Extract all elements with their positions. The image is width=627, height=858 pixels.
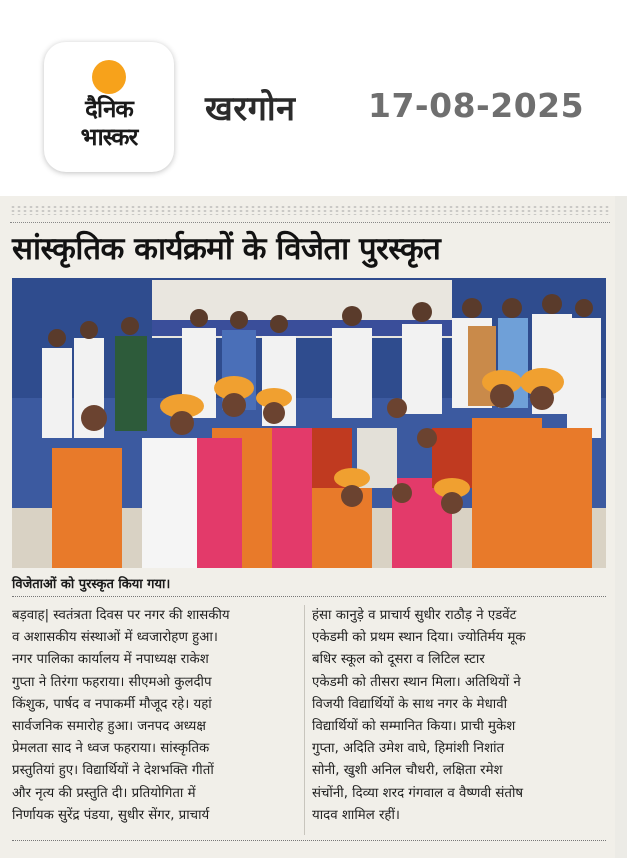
- col2-line: विजयी विद्यार्थियों के साथ नगर के मेधावी: [312, 696, 508, 712]
- col2-line: संचोंनी, दिव्या शरद गंगवाल व वैष्णवी संतोष: [312, 785, 524, 801]
- col2-line: बधिर स्कूल को दूसरा व लिटिल स्टार: [312, 652, 485, 668]
- col1-line: प्रस्तुतियां हुए। विद्यार्थियों ने देशभक्ति गीतों: [12, 763, 214, 779]
- edition-name: खरगोन: [205, 89, 296, 129]
- column-separator: [304, 605, 305, 835]
- col2-line: सोनी, खुशी अनिल चौधरी, लक्षिता रमेश: [312, 763, 503, 779]
- col1-line: गुप्ता ने तिरंगा फहराया। सीएमओ कुलदीप: [12, 674, 212, 690]
- col2-line: गुप्ता, अदिति उमेश वाघे, हिमांशी निशांत: [312, 741, 505, 757]
- col2-line: यादव शामिल रहीं।: [312, 807, 400, 823]
- top-divider: [10, 222, 610, 223]
- col1-line: बड़वाह| स्वतंत्रता दिवस पर नगर की शासकीय: [12, 608, 230, 623]
- group-photo-illustration: [12, 278, 606, 568]
- article-headline: सांस्कृतिक कार्यक्रमों के विजेता पुरस्कृत: [12, 231, 441, 267]
- col1-line: किंशुक, पार्षद व नपाकर्मी मौजूद रहे। यहां: [12, 696, 212, 712]
- logo-text-line1: दैनिक: [85, 95, 133, 123]
- bottom-divider: [12, 840, 606, 841]
- print-texture: [10, 205, 610, 215]
- photo-caption: विजेताओं को पुरस्कृत किया गया।: [12, 577, 171, 592]
- article-column-2: [312, 605, 602, 827]
- col1-line: सार्वजनिक समारोह हुआ। जनपद अध्यक्ष: [12, 719, 206, 735]
- col2-line: एकेडमी को प्रथम स्थान दिया। ज्योतिर्मय मूक: [312, 630, 526, 646]
- col1-line: नगर पालिका कार्यालय में नपाध्यक्ष राकेश: [12, 652, 209, 668]
- col1-line: व अशासकीय संस्थाओं में ध्वजारोहण हुआ।: [12, 630, 218, 646]
- edition-date: 17-08-2025: [368, 86, 585, 125]
- article-column-1: [12, 605, 302, 827]
- logo-text-line2: भास्कर: [80, 123, 138, 151]
- article-photo[interactable]: [12, 278, 606, 568]
- dainik-bhaskar-logo[interactable]: [44, 42, 174, 172]
- logo-sun-icon: [92, 60, 126, 94]
- clipping-edge: [615, 196, 627, 858]
- col1-line: और नृत्य की प्रस्तुति दी। प्रतियोगिता में: [12, 785, 196, 801]
- col1-line: प्रेमलता साद ने ध्वज फहराया। सांस्कृतिक: [12, 741, 210, 757]
- col1-line: निर्णायक सुरेंद्र पंडया, सुधीर सेंगर, प्राचार्य: [12, 807, 210, 823]
- col2-line: विद्यार्थियों को सम्मानित किया। प्राची मुकेश: [312, 719, 516, 735]
- col2-line: हंसा कानुड़े व प्राचार्य सुधीर राठौड़ ने एडवेंट: [312, 608, 517, 623]
- caption-divider: [12, 596, 606, 597]
- app-header: [0, 0, 627, 185]
- col2-line: एकेडमी को तीसरा स्थान मिला। अतिथियों ने: [312, 674, 521, 690]
